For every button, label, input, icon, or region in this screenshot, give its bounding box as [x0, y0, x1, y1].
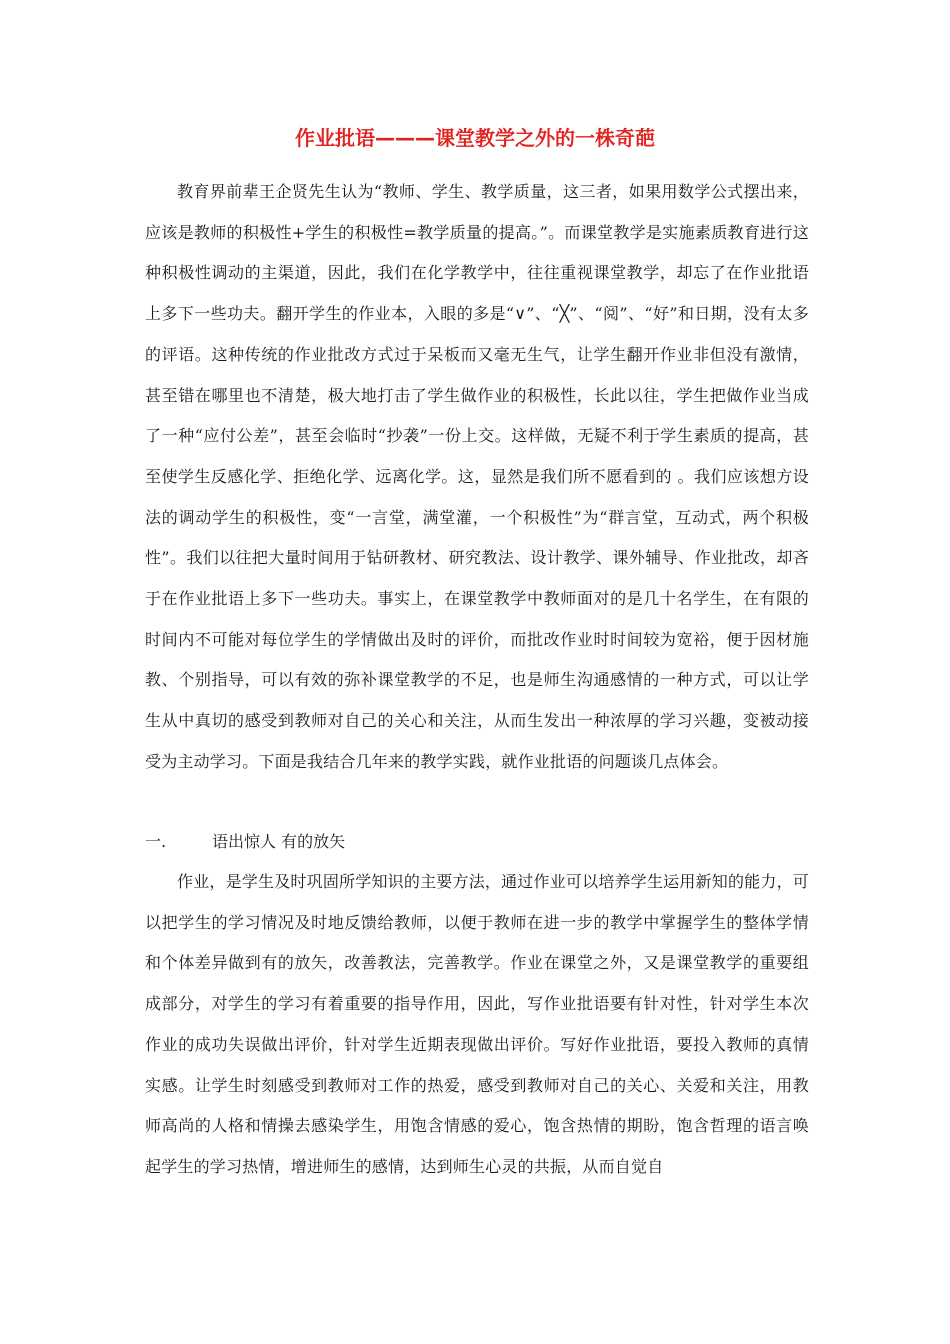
intro-paragraph: 教育界前辈王企贤先生认为“教师、学生、教学质量，这三者，如果用数学公式摆出来，应该是教师的积极性+学生的积极性=教学质量的提高。”。而课堂教学是实施素质教育进行这种积极性调动的主渠道，因此，我们在化学教学中，往往重视课堂教学，却忘了在作业批语上多下一些功夫。翻开学生的作业本，入眼的多是“∨”、“╳”、“阅”、“好”和日期，没有太多的评语。这种传统的作业批改方式过于呆板而又毫无生气，让学生翻开作业非但没有激情，甚至错在哪里也不清楚，极大地打击了学生做作业的积极性，长此以往，学生把做作业当成了一种“应付公差”，甚至会临时“抄袭”一份上交。这样做，无疑不利于学生素质的提高，甚至使学生反感化学、拒绝化学、远离化学。这，显然是我们所不愿看到的 。我们应该想方设法的调动学生的积极性，变“一言堂，满堂灌，一个积极性”为“群言堂，互动式，两个积极性”。我们以往把大量时间用于钻研教材、研究教法、设计教学、课外辅导、作业批改，却吝于在作业批语上多下一些功夫。事实上，在课堂教学中教师面对的是几十名学生，在有限的时间内不可能对每位学生的学情做出及时的评价，而批改作业时时间较为宽裕，便于因材施教、个别指导，可以有效的弥补课堂教学的不足，也是师生沟通感情的一种方式，可以让学生从中真切的感受到教师对自己的关心和关注，从而生发出一种浓厚的学习兴趣，变被动接受为主动学习。下面是我结合几年来的教学实践，就作业批语的问题谈几点体会。: [145, 182, 809, 771]
section-paragraph: 作业，是学生及时巩固所学知识的主要方法，通过作业可以培养学生运用新知的能力，可以把学生的学习情况及时地反馈给教师，以便于教师在进一步的教学中掌握学生的整体学情和个体差异做到有的放矢，改善教法，完善教学。作业在课堂之外，又是课堂教学的重要组成部分，对学生的学习有着重要的指导作用，因此，写作业批语要有针对性，针对学生本次作业的成功失误做出评价，针对学生近期表现做出评价。写好作业批语，要投入教师的真情实感。让学生时刻感受到教师对工作的热爱，感受到教师对自己的关心、关爱和关注，用教师高尚的人格和情操去感染学生，用饱含情感的爱心，饱含热情的期盼，饱含哲理的语言唤起学生的学习热情，增进师生的感情，达到师生心灵的共振，从而自觉自: [145, 872, 809, 1176]
section-heading: [145, 830, 345, 854]
section-number: 一.: [145, 832, 167, 851]
document-title: 作业批语———课堂教学之外的一株奇葩: [295, 126, 655, 150]
section-title: 语出惊人 有的放矢: [212, 832, 346, 851]
